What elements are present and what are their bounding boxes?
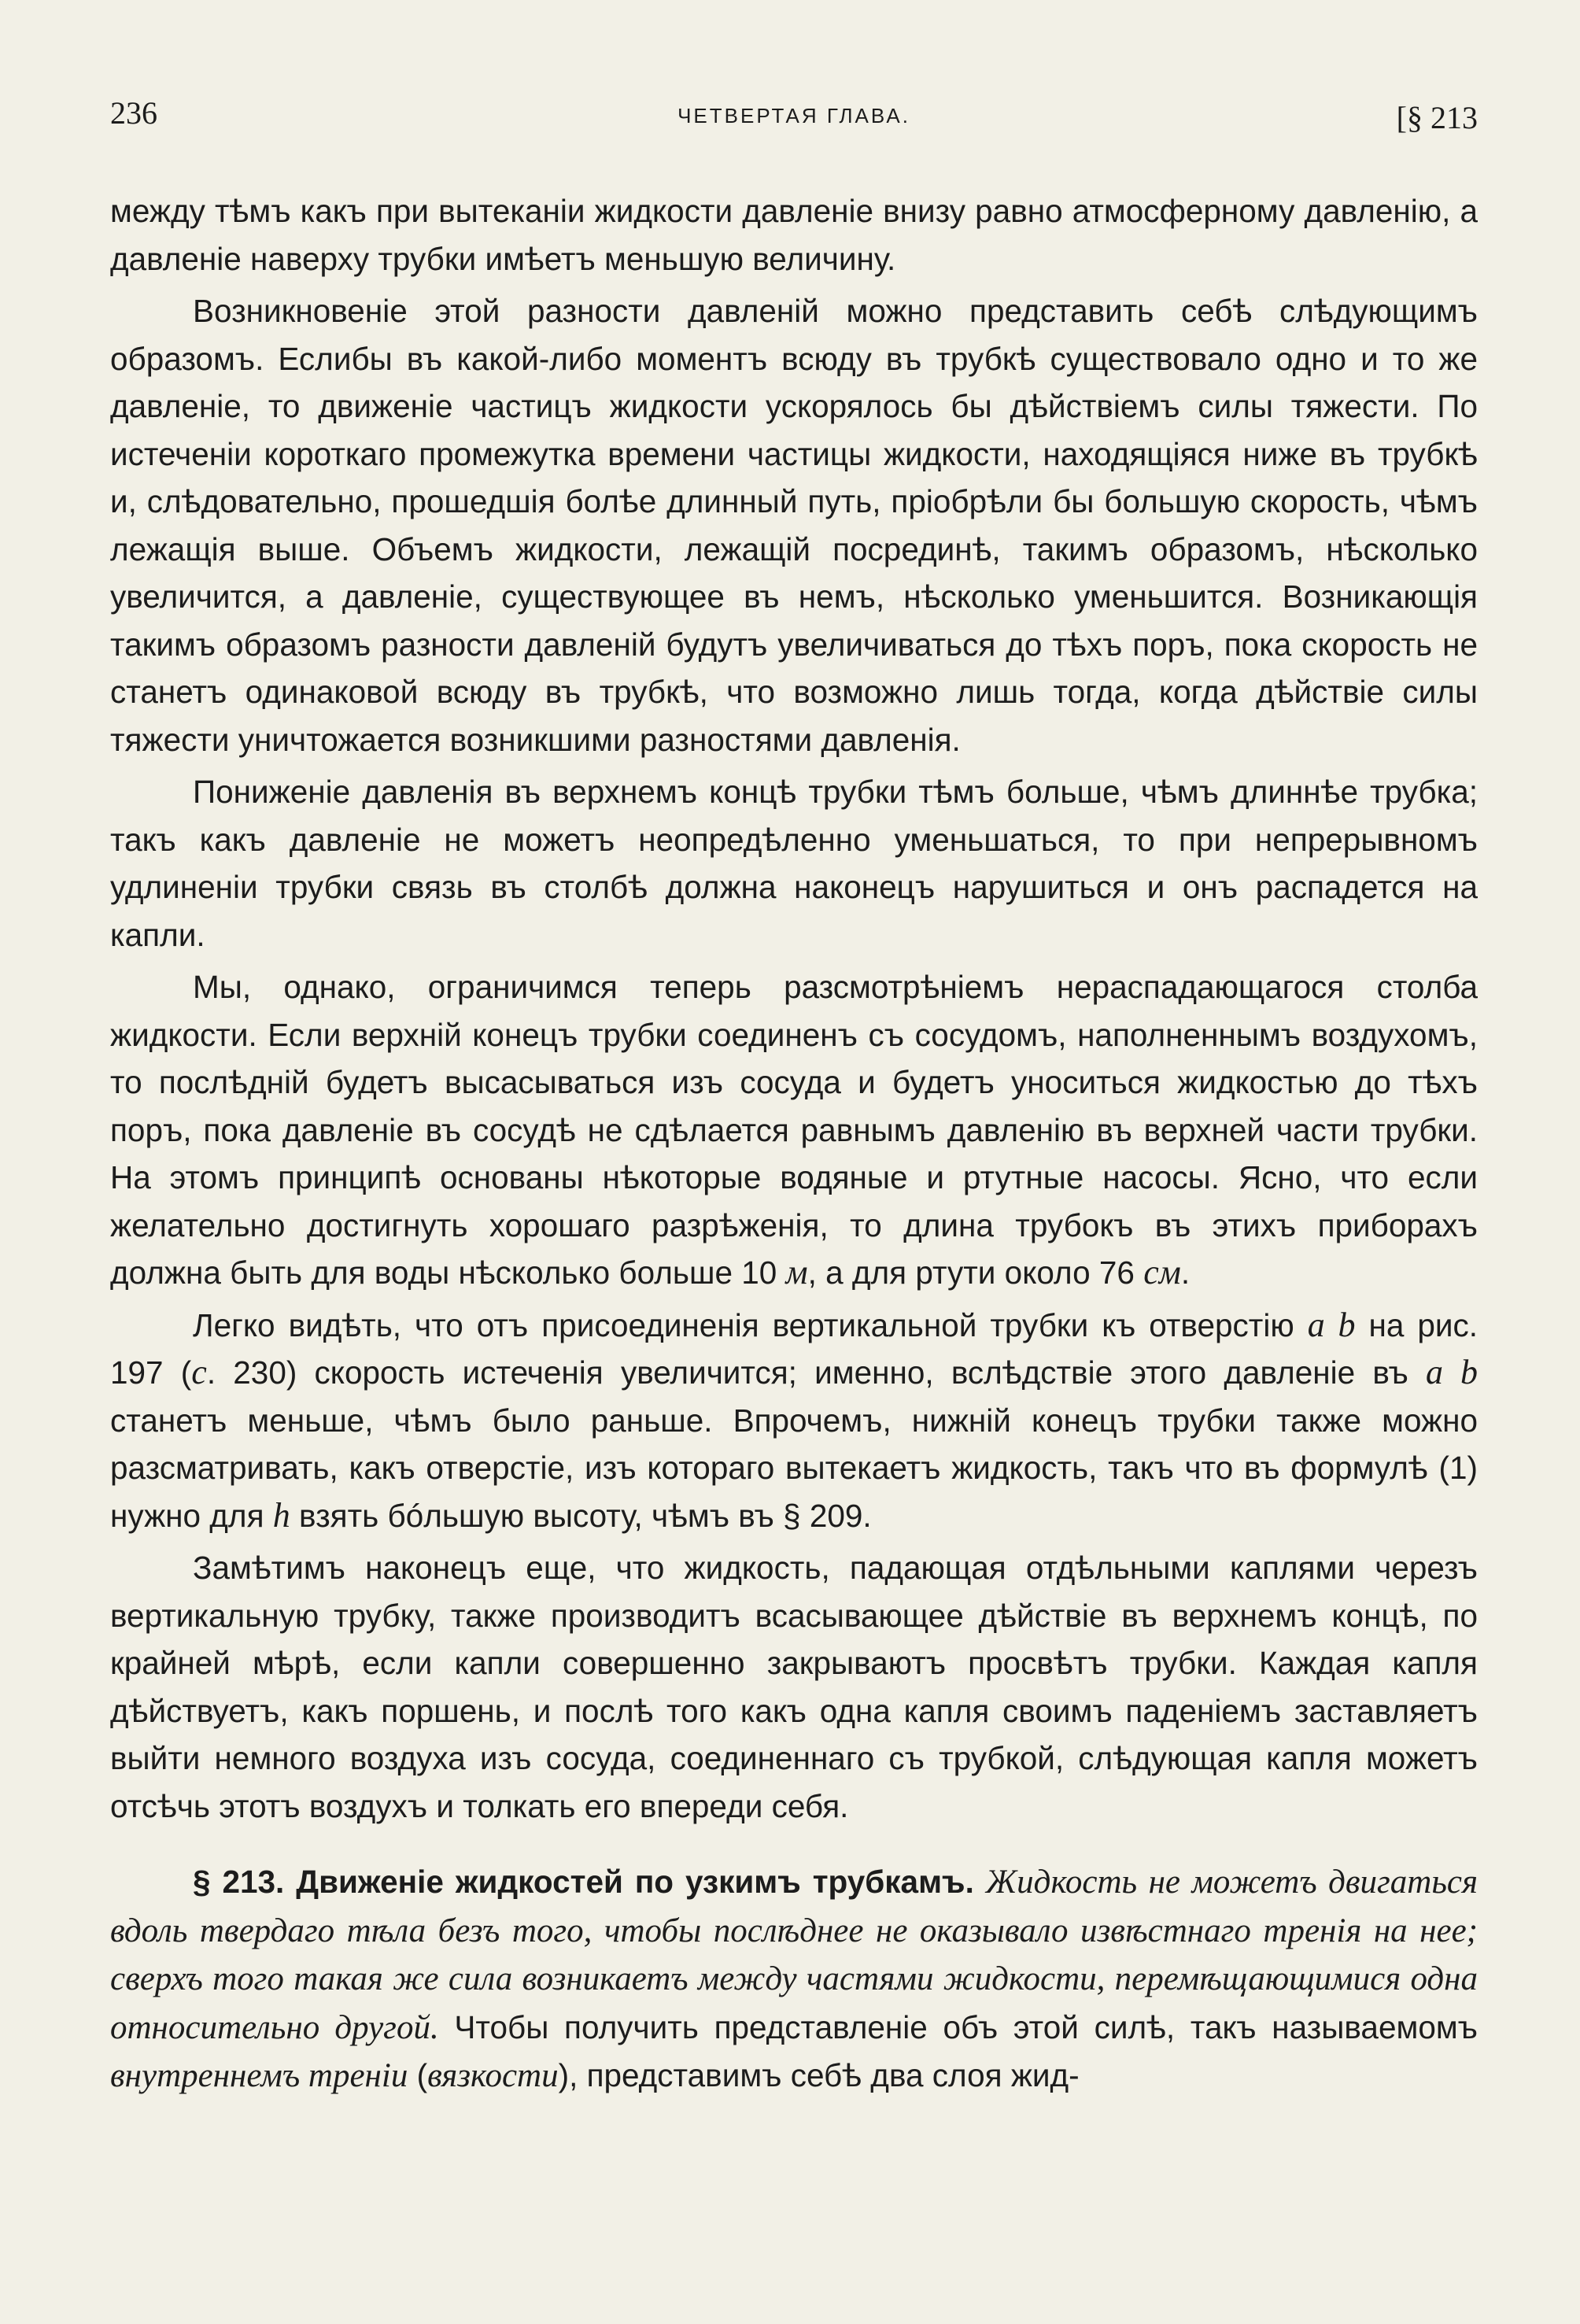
- section-213-paragraph: [110, 1858, 1478, 2100]
- paragraph-5-text-d: . 230) скорость истеченія увеличится; именно, вслѣдствіе этого давленіе въ: [206, 1354, 1408, 1391]
- section-italic-statement: Жидкость не можетъ двигаться вдоль твердаго тѣла безъ того, чтобы послѣднее не оказывало извѣстнаго тренія на нее; сверхъ того такая же сила возникаетъ между частями жидкости, перемѣщающимися одна относительно другой.: [110, 1864, 1478, 2046]
- paragraph-4-text-mid: , а для ртути около 76: [807, 1254, 1135, 1291]
- paragraph-5-text-f: взять бóльшую высоту, чѣмъ въ § 209.: [299, 1497, 872, 1534]
- section-text-c: ), представимъ себѣ два слоя жид-: [558, 2057, 1080, 2093]
- paragraph-3-text: Пониженіе давленія въ верхнемъ концѣ трубки тѣмъ больше, чѣмъ длиннѣе трубка; такъ какъ давленіе не можетъ неопредѣленно уменьшаться, то при непрерывномъ удлиненіи трубки связь въ столбѣ должна наконецъ нарушиться и онъ распадется на капли.: [110, 774, 1478, 953]
- paragraph-6-text: Замѣтимъ наконецъ еще, что жидкость, падающая отдѣльными каплями черезъ вертикальную трубку, также производитъ всасывающее дѣйствіе въ верхнемъ концѣ, по крайней мѣрѣ, если капли совершенно закрываютъ просвѣтъ трубки. Каждая капля дѣйствуетъ, какъ поршень, и послѣ того какъ одна капля своимъ паденіемъ заставляетъ выйти немного воздуха изъ сосуда, соединеннаго съ трубкой, слѣдующая капля можетъ отсѣчь этотъ воздухъ и толкать его впереди себя.: [110, 1550, 1478, 1824]
- paragraph-4-text-end: .: [1180, 1254, 1191, 1291]
- section-text-b: (: [416, 2057, 428, 2093]
- paragraph-2-text: Возникновеніе этой разности давленій можно представить себѣ слѣдующимъ образомъ. Еслибы въ какой-либо моментъ всюду въ трубкѣ существовало одно и то же давленіе, то движеніе частицъ жидкости ускорялось бы дѣйствіемъ силы тяжести. По истеченіи короткаго промежутка времени частицы жидкости, находящіяся ниже въ трубкѣ и, слѣдовательно, прошедшія болѣе длинный путь, пріобрѣли бы большую скорость, чѣмъ лежащія выше. Объемъ жидкости, лежащій посрединѣ, такимъ образомъ, нѣсколько увеличится, а давленіе, существующее въ немъ, нѣсколько уменьшится. Возникающія такимъ образомъ разности давленій будутъ увеличиваться до тѣхъ поръ, пока скорость не станетъ одинаковой всюду въ трубкѣ, что возможно лишь тогда, когда дѣйствіе силы тяжести уничтожается возникшими разностями давленія.: [110, 293, 1478, 758]
- section-text-a: Чтобы получить представленіе объ этой силѣ, такъ называемомъ: [454, 2008, 1478, 2045]
- section-number: § 213.: [193, 1864, 285, 1900]
- unit-centimeters: см: [1143, 1253, 1181, 1291]
- paragraph-1-text: между тѣмъ какъ при вытеканіи жидкости давленіе внизу равно атмосферному давленію, а давленіе наверху трубки имѣетъ меньшую величину.: [110, 193, 1478, 277]
- unit-meters: м: [785, 1253, 808, 1291]
- paragraph-4: [110, 963, 1478, 1297]
- section-title: Движеніе жидкостей по узкимъ трубкамъ.: [296, 1864, 974, 1900]
- paragraph-1: [110, 187, 1478, 283]
- math-page-abbrev: с: [191, 1353, 207, 1391]
- paragraph-6: [110, 1544, 1478, 1830]
- math-ab: a b: [1307, 1305, 1356, 1344]
- running-header: [110, 94, 1478, 142]
- math-ab: a b: [1426, 1353, 1478, 1391]
- paragraph-4-text: Мы, однако, ограничимся теперь разсмотрѣніемъ нераспадающагося столба жидкости. Если верхній конецъ трубки соединенъ съ сосудомъ, наполненнымъ воздухомъ, то послѣдній будетъ высасываться изъ сосуда и будетъ уноситься жидкостью до тѣхъ поръ, пока давленіе въ сосудѣ не сдѣлается равнымъ давленію въ верхней части трубки. На этомъ принципѣ основаны нѣкоторые водяные и ртутные насосы. Ясно, что если желательно достигнуть хорошаго разрѣженія, то длина трубокъ въ этихъ приборахъ должна быть для воды нѣсколько больше 10: [110, 969, 1478, 1291]
- term-viscosity: вязкости: [427, 2057, 559, 2094]
- chapter-title: ЧЕТВЕРТАЯ ГЛАВА.: [677, 104, 910, 127]
- paragraph-2: [110, 287, 1478, 763]
- paragraph-3: [110, 768, 1478, 959]
- page-number: 236: [110, 95, 157, 131]
- paragraph-5-text-a: Легко видѣть, что отъ присоединенія вертикальной трубки къ отверстію: [193, 1306, 1294, 1343]
- paragraph-5-text-b: на рис. 197 (: [110, 1306, 1478, 1391]
- page-body: [110, 187, 1478, 2100]
- term-internal-friction: внутреннемъ треніи: [110, 2057, 408, 2094]
- paragraph-5-text-e: станетъ меньше, чѣмъ было раньше. Впрочемъ, нижній конецъ трубки также можно разсматривать, какъ отверстіе, изъ котораго вытекаетъ жидкость, такъ что въ формулѣ (1) нужно для: [110, 1402, 1478, 1534]
- paragraph-5: [110, 1302, 1478, 1540]
- math-h: h: [272, 1495, 290, 1535]
- section-reference: [§ 213: [1396, 100, 1478, 135]
